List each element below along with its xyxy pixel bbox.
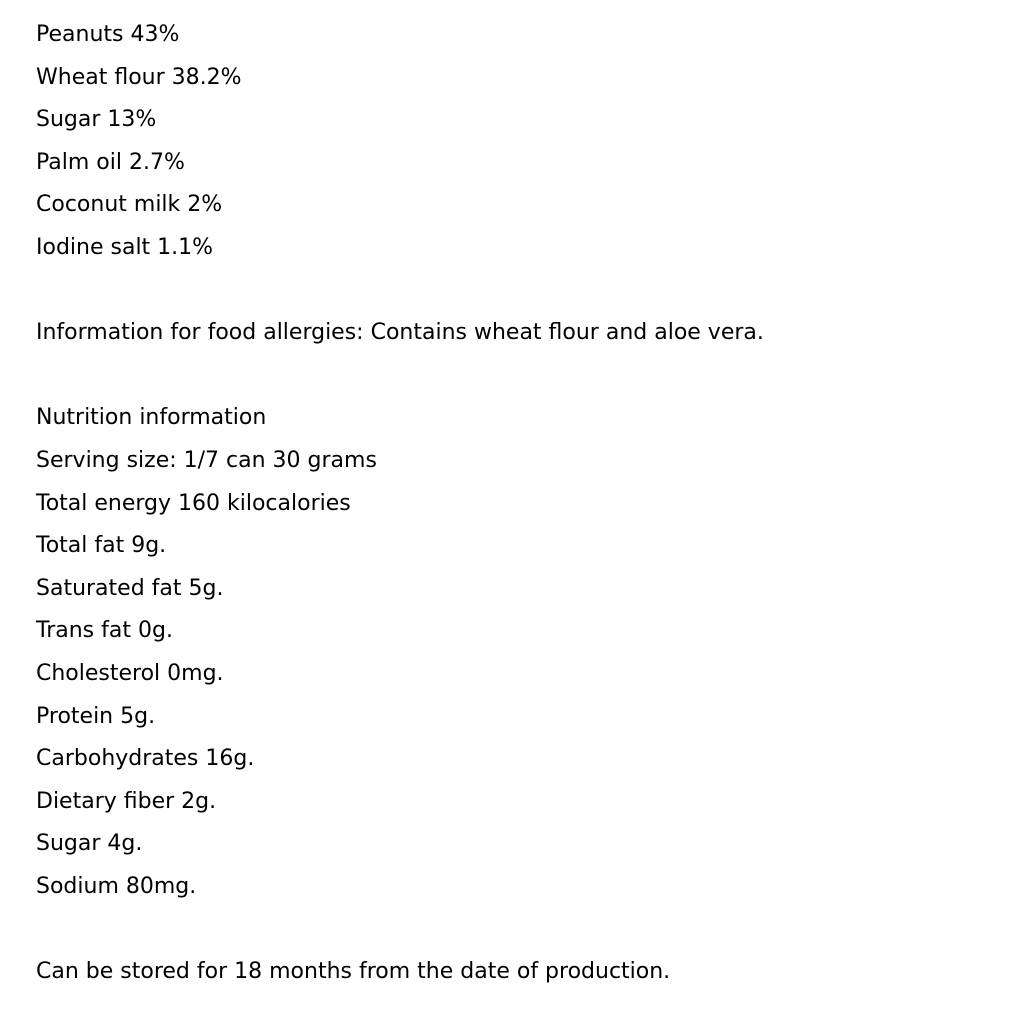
ingredients-list [36, 14, 996, 270]
nutrition-section [36, 397, 996, 908]
ingredient-iodine-salt: Iodine salt 1.1% [36, 234, 214, 260]
ingredient-palm-oil: Palm oil 2.7% [36, 149, 185, 175]
ingredient-coconut-milk: Coconut milk 2% [36, 192, 223, 218]
nutrition-dietary-fiber: Dietary fiber 2g. [36, 788, 217, 814]
nutrition-serving-size: Serving size: 1/7 can 30 grams [36, 447, 377, 473]
nutrition-saturated-fat: Saturated fat 5g. [36, 575, 224, 601]
nutrition-cholesterol: Cholesterol 0mg. [36, 660, 224, 686]
nutrition-sugar: Sugar 4g. [36, 831, 143, 857]
nutrition-total-energy: Total energy 160 kilocalories [36, 490, 351, 516]
document [36, 14, 996, 994]
ingredient-peanuts: Peanuts 43% [36, 22, 180, 47]
nutrition-heading: Nutrition information [36, 405, 267, 431]
spacer [36, 908, 996, 951]
ingredient-sugar: Sugar 13% [36, 107, 157, 133]
nutrition-sodium: Sodium 80mg. [36, 873, 197, 899]
nutrition-carbohydrates: Carbohydrates 16g. [36, 746, 255, 772]
spacer [36, 270, 996, 313]
spacer [36, 355, 996, 398]
nutrition-protein: Protein 5g. [36, 703, 156, 729]
storage-info: Can be stored for 18 months from the date of production. [36, 959, 671, 985]
nutrition-trans-fat: Trans fat 0g. [36, 618, 173, 644]
allergy-info: Information for food allergies: Contains wheat flour and aloe vera. [36, 320, 764, 346]
nutrition-total-fat: Total fat 9g. [36, 533, 167, 559]
ingredient-wheat-flour: Wheat flour 38.2% [36, 64, 242, 90]
